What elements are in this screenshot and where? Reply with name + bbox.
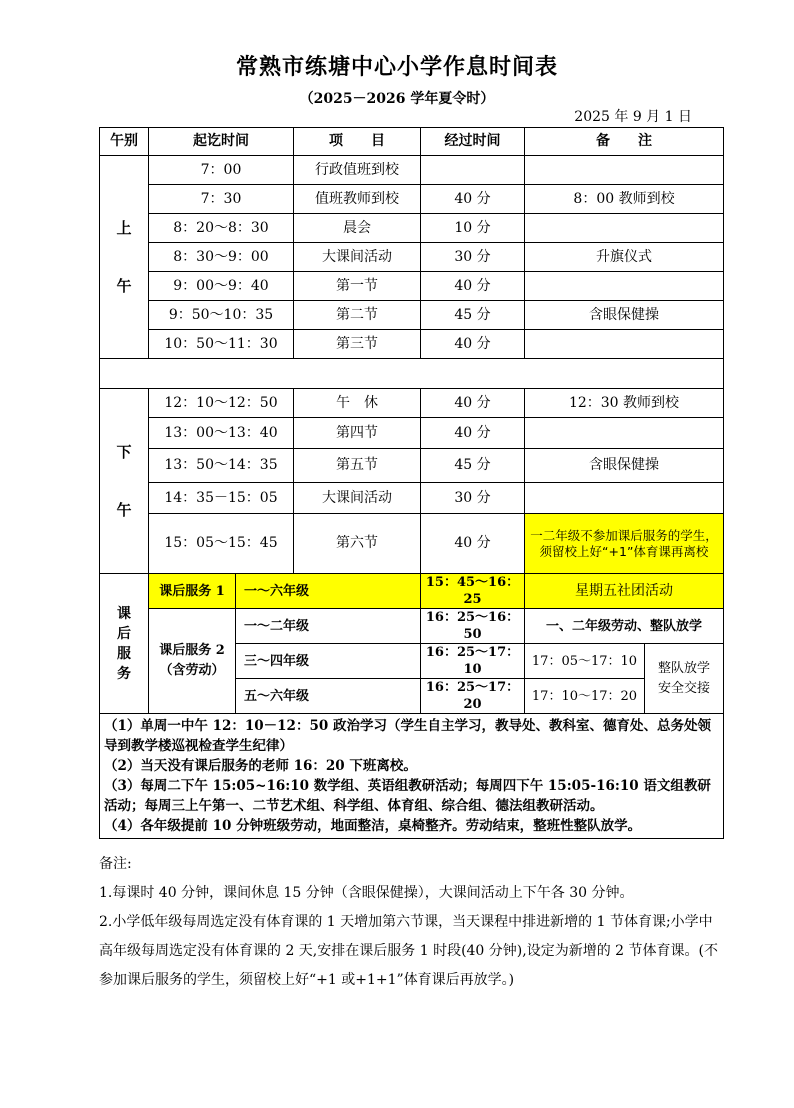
header-note: 备 注 — [525, 128, 724, 156]
table-row — [100, 156, 724, 185]
table-row — [100, 449, 724, 483]
time-cell: 7：00 — [149, 156, 294, 185]
time-cell: 8：20～8：30 — [149, 214, 294, 243]
item-cell: 第二节 — [294, 301, 421, 330]
duration-cell: 45 分 — [421, 301, 525, 330]
duration-cell: 40 分 — [421, 514, 525, 574]
item-cell: 大课间活动 — [294, 243, 421, 272]
header-duration: 经过时间 — [421, 128, 525, 156]
table-row — [100, 330, 724, 359]
table-row — [100, 514, 724, 574]
note-cell — [525, 483, 724, 514]
note-cell — [525, 156, 724, 185]
duration-cell: 40 分 — [421, 272, 525, 301]
time-cell: 9：00～9：40 — [149, 272, 294, 301]
table-row — [100, 272, 724, 301]
duration-cell: 40 分 — [421, 330, 525, 359]
note-item: （2）当天没有课后服务的老师 16：20 下班离校。 — [104, 758, 417, 774]
item-cell: 晨会 — [294, 214, 421, 243]
service1-grade: 一～六年级 — [236, 574, 421, 609]
highlighted-note-cell: 一二年级不参加课后服务的学生，须留校上好“+1”体育课再离校 — [525, 514, 724, 574]
service1-name: 课后服务 1 — [149, 574, 236, 609]
item-cell: 第一节 — [294, 272, 421, 301]
service-row — [100, 609, 724, 644]
note-cell — [525, 272, 724, 301]
note-cell — [525, 418, 724, 449]
empty-cell — [100, 359, 724, 389]
duration-cell: 45 分 — [421, 449, 525, 483]
duration-cell: 10 分 — [421, 214, 525, 243]
remarks-heading: 备注: — [99, 856, 132, 872]
grade-cell: 三～四年级 — [236, 644, 421, 679]
merged-note-cell: 整队放学 安全交接 — [645, 644, 724, 714]
grade-cell: 五～六年级 — [236, 679, 421, 714]
time-cell: 13：50～14：35 — [149, 449, 294, 483]
time-cell: 10：50～11：30 — [149, 330, 294, 359]
time-cell: 12：10～12：50 — [149, 389, 294, 418]
item-cell: 第五节 — [294, 449, 421, 483]
remark-item: 1.每课时 40 分钟，课间休息 15 分钟（含眼保健操），大课间活动上下午各 30 分钟。 — [99, 885, 634, 901]
note-cell: 含眼保健操 — [525, 449, 724, 483]
page-subtitle: （2025－2026 学年夏令时） — [299, 91, 495, 107]
notes-cell — [100, 714, 724, 839]
time-cell: 16：25～17：10 — [421, 644, 525, 679]
table-row — [100, 418, 724, 449]
remark-item: 2.小学低年级每周选定没有体育课的 1 天增加第六节课，当天课程中排进新增的 1 节体育课;小学中高年级每周选定没有体育课的 2 天,安排在课后服务 1 时段(40 分钟),设定为新增的 2 节体育课。(不参加课后服务的学生，须留校上好“+1 或+1+1”体育课后再放学。) — [99, 914, 718, 988]
duration-cell — [421, 156, 525, 185]
remarks-section — [99, 850, 723, 995]
service-row — [100, 574, 724, 609]
item-cell: 第四节 — [294, 418, 421, 449]
service1-note: 星期五社团活动 — [525, 574, 724, 609]
note-item: （4）各年级提前 10 分钟班级劳动，地面整洁，桌椅整齐。劳动结束，整班性整队放学。 — [104, 818, 642, 834]
duration-cell: 40 分 — [421, 185, 525, 214]
page-title: 常熟市练塘中心小学作息时间表 — [235, 55, 558, 80]
grade-cell: 一～二年级 — [236, 609, 421, 644]
time-cell: 13：00～13：40 — [149, 418, 294, 449]
noon-divider-row — [100, 359, 724, 389]
note-cell: 升旗仪式 — [525, 243, 724, 272]
note-cell: 一、二年级劳动、整队放学 — [525, 609, 724, 644]
time-cell: 16：25～17：20 — [421, 679, 525, 714]
time-cell: 14：35－15：05 — [149, 483, 294, 514]
note-item: （3）每周二下午 15:05~16:10 数学组、英语组教研活动；每周四下午 15:05-16:10 语文组教研活动；每周三上午第一、二节艺术组、科学组、体育组、综合组、德法组教研活动。 — [104, 778, 711, 814]
document-date: 2025 年 9 月 1 日 — [574, 109, 692, 125]
time-cell: 16：25～16：50 — [421, 609, 525, 644]
item-cell: 值班教师到校 — [294, 185, 421, 214]
header-period: 午别 — [100, 128, 149, 156]
morning-label: 上 午 — [100, 156, 149, 359]
note-cell: 含眼保健操 — [525, 301, 724, 330]
item-cell: 大课间活动 — [294, 483, 421, 514]
note-cell: 17：05～17：10 — [525, 644, 645, 679]
table-row — [100, 301, 724, 330]
afternoon-label: 下 午 — [100, 389, 149, 574]
note-cell — [525, 330, 724, 359]
time-cell: 9：50～10：35 — [149, 301, 294, 330]
duration-cell: 40 分 — [421, 389, 525, 418]
table-row — [100, 483, 724, 514]
table-row — [100, 243, 724, 272]
duration-cell: 30 分 — [421, 243, 525, 272]
table-row — [100, 185, 724, 214]
time-cell: 8：30～9：00 — [149, 243, 294, 272]
item-cell: 午 休 — [294, 389, 421, 418]
service1-time-cell: 15：45～16：25 — [421, 574, 525, 609]
header-item: 项 目 — [294, 128, 421, 156]
time-cell: 7：30 — [149, 185, 294, 214]
table-row — [100, 214, 724, 243]
note-cell — [525, 214, 724, 243]
note-cell: 17：10～17：20 — [525, 679, 645, 714]
service-label: 课 后 服 务 — [100, 574, 149, 714]
item-cell: 行政值班到校 — [294, 156, 421, 185]
duration-cell: 40 分 — [421, 418, 525, 449]
time-cell: 15：05～15：45 — [149, 514, 294, 574]
notes-row — [100, 714, 724, 839]
note-cell: 8：00 教师到校 — [525, 185, 724, 214]
header-row — [100, 128, 724, 156]
schedule-table — [99, 127, 724, 839]
note-cell: 12：30 教师到校 — [525, 389, 724, 418]
table-row — [100, 389, 724, 418]
header-time: 起讫时间 — [149, 128, 294, 156]
service2-name: 课后服务 2 （含劳动） — [149, 609, 236, 714]
item-cell: 第六节 — [294, 514, 421, 574]
note-item: （1）单周一中午 12：10－12：50 政治学习（学生自主学习，教导处、教科室、德育处、总务处领导到教学楼巡视检查学生纪律） — [104, 718, 711, 754]
duration-cell: 30 分 — [421, 483, 525, 514]
item-cell: 第三节 — [294, 330, 421, 359]
